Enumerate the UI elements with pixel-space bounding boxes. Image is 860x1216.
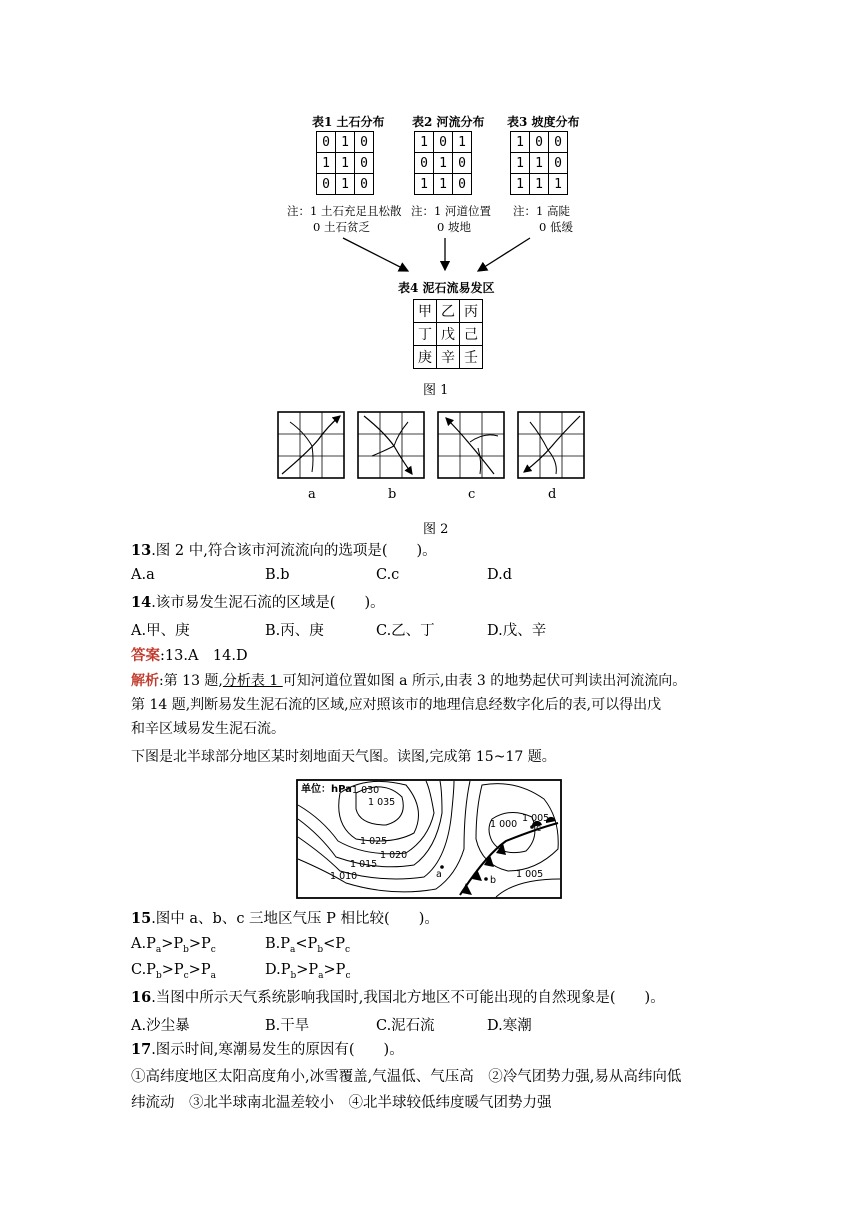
- isobar-1015: 1 015: [350, 859, 378, 870]
- isobar-1005-upper: 1 005: [522, 813, 550, 824]
- isobar-1035: 1 035: [368, 797, 396, 808]
- option-a-diagram: [278, 412, 344, 478]
- table2-note: 注：1 河道位置 0 坡地: [411, 204, 491, 234]
- isobar-1005-lower: 1 005: [516, 869, 544, 880]
- q14-option-b[interactable]: B.丙、庚: [265, 623, 324, 639]
- table3-grid: 1 0 0 1 1 0 1 1 1: [510, 131, 568, 195]
- q16-option-c[interactable]: C.泥石流: [376, 1018, 435, 1034]
- q15-option-d[interactable]: $D.P_b>P_a>P_c$: [265, 962, 351, 981]
- option-d-label: d: [548, 487, 557, 502]
- option-a-label: a: [308, 487, 316, 502]
- table3-title: 表3 坡度分布: [507, 115, 580, 129]
- table3-note: 注：1 高陡 0 低缓: [513, 204, 573, 234]
- q13-option-d[interactable]: D.d: [487, 567, 512, 583]
- figure2-river-options: [272, 408, 592, 508]
- table2-title: 表2 河流分布: [412, 115, 485, 129]
- isobar-1025: 1 025: [360, 836, 388, 847]
- question-16: 16.当图中所示天气系统影响我国时,我国北方地区不可能出现的自然现象是( )。: [131, 989, 665, 1006]
- figure2-caption: 图 2: [423, 522, 449, 537]
- q14-option-d[interactable]: D.戊、辛: [487, 623, 547, 639]
- weather-map: [296, 779, 562, 899]
- question-15: 15.图中 a、b、c 三地区气压 P 相比较( )。: [131, 910, 439, 927]
- figure1-arrows: [0, 0, 860, 300]
- table4-title: 表4 泥石流易发区: [398, 281, 495, 295]
- q16-option-b[interactable]: B.干旱: [265, 1018, 310, 1034]
- option-d-diagram: [518, 412, 584, 478]
- q17-statements-line-1: ①高纬度地区太阳高度角小,冰雪覆盖,气温低、气压高 ②冷气团势力强,易从高纬向低: [131, 1069, 682, 1085]
- option-b-diagram: [358, 412, 424, 478]
- table2-grid: 1 0 1 0 1 0 1 1 0: [414, 131, 472, 195]
- question-13: 13.图 2 中,符合该市河流流向的选项是( )。: [131, 542, 437, 559]
- isobar-1010: 1 010: [330, 871, 358, 882]
- q16-option-d[interactable]: D.寒潮: [487, 1018, 532, 1034]
- answer-line: 答案:13.A 14.D: [131, 647, 248, 664]
- isobar-1030: 1 030: [352, 785, 380, 796]
- q13-option-a[interactable]: A.a: [131, 567, 155, 583]
- q13-option-b[interactable]: B.b: [265, 567, 290, 583]
- q13-option-c[interactable]: C.c: [376, 567, 400, 583]
- arrow-left: [343, 238, 408, 271]
- q15-option-a[interactable]: $A.P_a>P_b>P_c$: [131, 936, 216, 955]
- q15-option-b[interactable]: $B.P_a<P_b<P_c$: [265, 936, 351, 955]
- question-17: 17.图示时间,寒潮易发生的原因有( )。: [131, 1041, 404, 1058]
- table1-note: 注：1 土石充足且松散 0 土石贫乏: [287, 204, 402, 234]
- analysis-line-2: 第 14 题,判断易发生泥石流的区域,应对照该市的地理信息经数字化后的表,可以得出戊: [131, 697, 662, 713]
- table4-grid: 甲 乙 丙 丁 戊 己 庚 辛 壬: [413, 299, 483, 369]
- option-b-label: b: [388, 487, 397, 502]
- map-unit: 单位：hPa: [301, 784, 352, 795]
- analysis-line-3: 和辛区域易发生泥石流。: [131, 721, 285, 737]
- question-14: 14.该市易发生泥石流的区域是( )。: [131, 594, 385, 611]
- arrow-right: [478, 238, 530, 271]
- q14-option-c[interactable]: C.乙、丁: [376, 623, 435, 639]
- point-a: a: [436, 869, 442, 880]
- isobar-1000: 1 000: [490, 819, 518, 830]
- table1-title: 表1 土石分布: [312, 115, 385, 129]
- option-c-label: c: [468, 487, 476, 502]
- point-c: c: [536, 823, 542, 834]
- q16-option-a[interactable]: A.沙尘暴: [131, 1018, 190, 1034]
- point-b: b: [490, 875, 497, 886]
- isobar-1020: 1 020: [380, 850, 408, 861]
- q15-option-c[interactable]: $C.P_b>P_c>P_a$: [131, 962, 216, 981]
- option-c-diagram: [438, 412, 504, 478]
- intro-line: 下图是北半球部分地区某时刻地面天气图。读图,完成第 15~17 题。: [131, 749, 556, 765]
- q17-statements-line-2: 纬流动 ③北半球南北温差较小 ④北半球较低纬度暖气团势力强: [131, 1095, 552, 1111]
- figure1-caption: 图 1: [423, 383, 449, 398]
- q14-option-a[interactable]: A.甲、庚: [131, 623, 190, 639]
- analysis-line-1: 解析:第 13 题,分析表 1 可知河道位置如图 a 所示,由表 3 的地势起伏可判读出河流流向。: [131, 673, 687, 689]
- table1-grid: 0 1 0 1 1 0 0 1 0: [316, 131, 374, 195]
